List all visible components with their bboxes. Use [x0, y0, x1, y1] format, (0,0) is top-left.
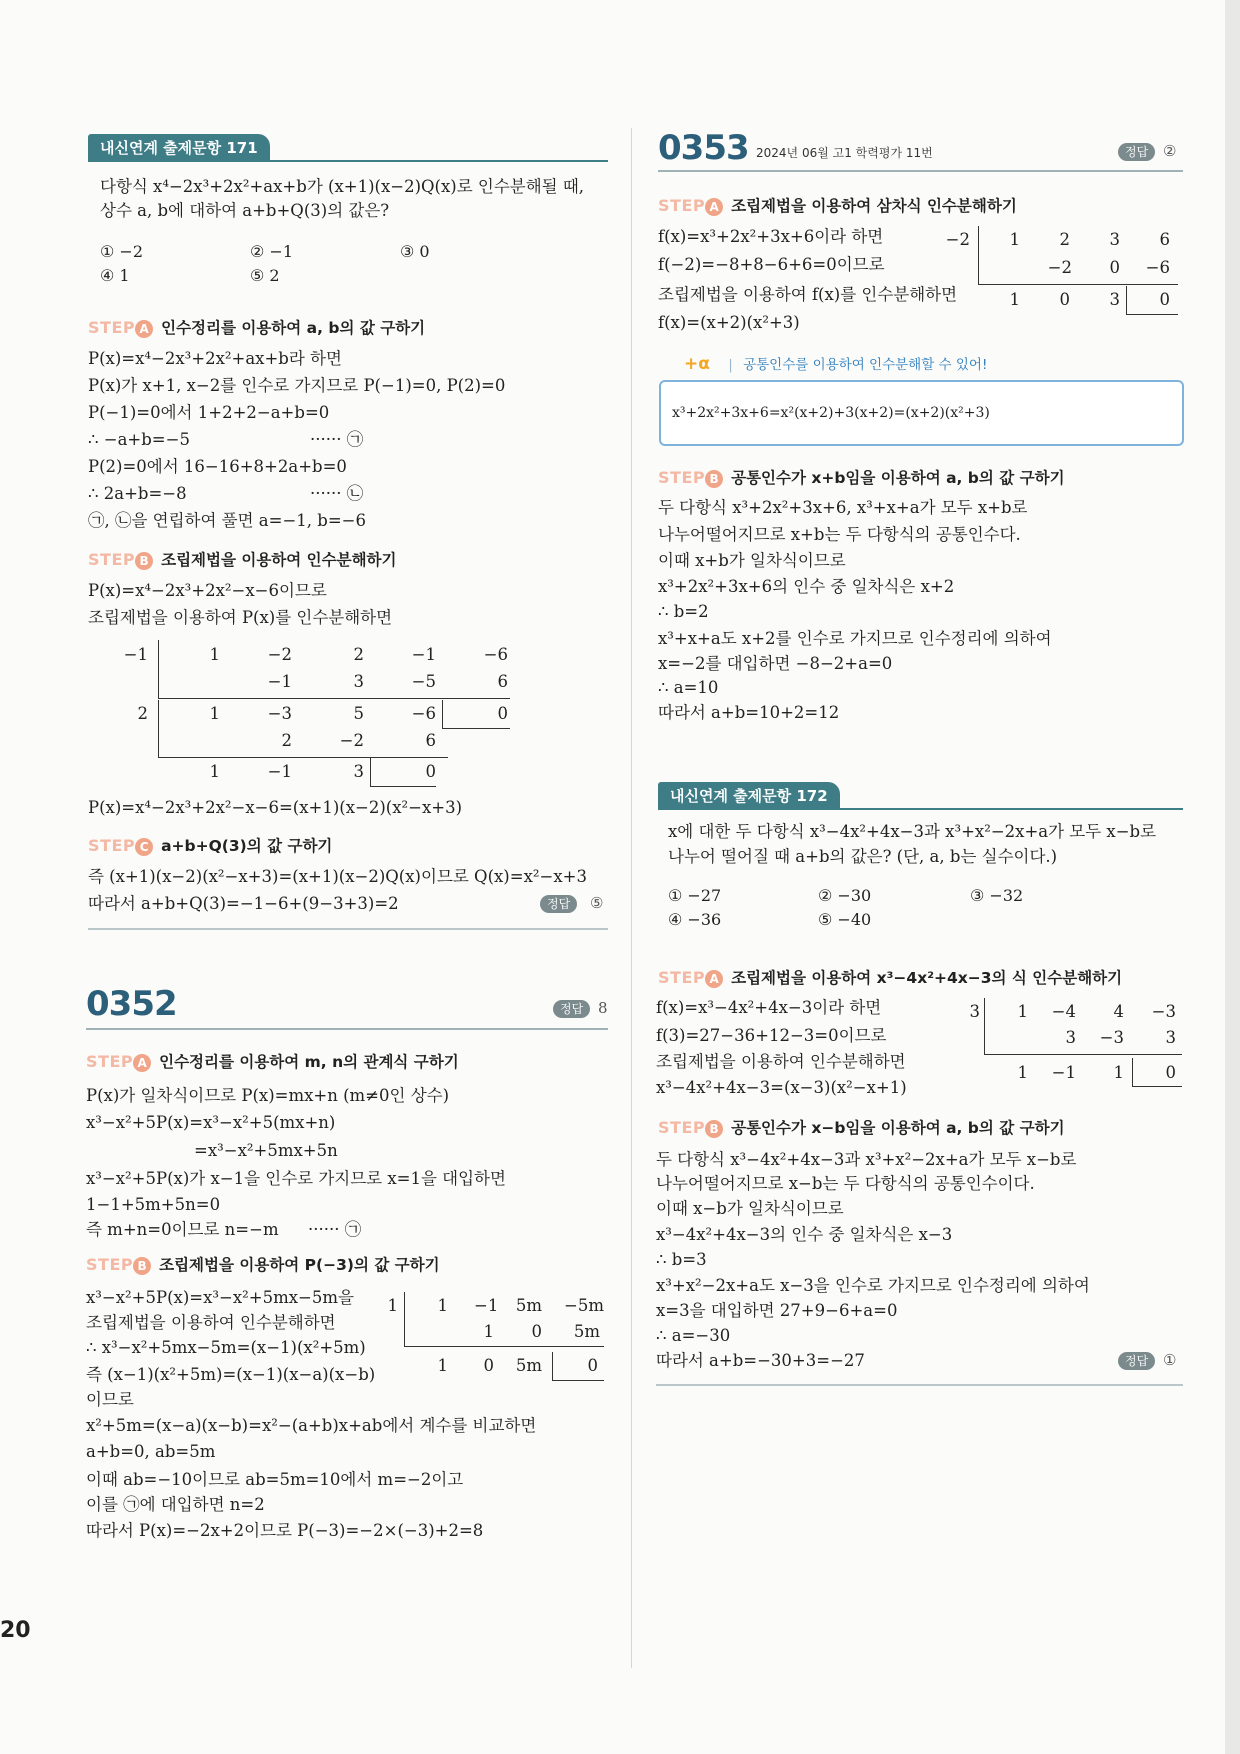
syn-cell: 1	[483, 1322, 494, 1341]
solution-line: 즉 (x+1)(x−2)(x²−x+3)=(x+1)(x−2)Q(x)이므로 Q(x)=x²−x+3	[88, 867, 587, 886]
step-title: 조립제법을 이용하여 P(−3)의 값 구하기	[159, 1256, 440, 1274]
answer-badge: 정답	[553, 1000, 590, 1018]
syn-cell: 0	[531, 1322, 542, 1341]
syn-cell: 0	[425, 762, 436, 781]
step-letter: A	[705, 198, 723, 216]
syn-cell: −1	[474, 1296, 499, 1315]
solution-line: 두 다항식 x³+2x²+3x+6, x³+x+a가 모두 x+b로	[658, 498, 1028, 517]
step-b-header	[86, 1253, 440, 1275]
solution-line: P(−1)=0에서 1+2+2−a+b=0	[88, 403, 330, 422]
column-divider	[631, 128, 632, 1668]
step-a-header	[86, 1050, 459, 1072]
solution-line: 즉 (x−1)(x²+5m)=(x−1)(x−a)(x−b)	[86, 1365, 376, 1384]
syn-cell: 3	[353, 672, 364, 691]
syn-hline	[404, 1346, 604, 1347]
step-label: STEP	[658, 196, 706, 215]
question-line: x에 대한 두 다항식 x³−4x²+4x−3과 x³+x²−2x+a가 모두 x−b로	[668, 822, 1157, 841]
solution-line: 이므로	[86, 1390, 134, 1409]
syn-cell: 1	[209, 762, 220, 781]
solution-line: f(x)=(x+2)(x²+3)	[658, 313, 800, 332]
solution-line: x³−x²+5P(x)=x³−x²+5mx−5m을	[86, 1288, 354, 1307]
equation-mark: ······ ㉠	[310, 430, 364, 449]
solution-line: f(x)=x³+2x²+3x+6이라 하면	[658, 227, 884, 246]
step-title: 인수정리를 이용하여 a, b의 값 구하기	[161, 319, 426, 337]
syn-vline	[552, 1352, 553, 1380]
solution-line: x³−x²+5P(x)=x³−x²+5(mx+n)	[86, 1113, 336, 1132]
solution-line: 조립제법을 이용하여 인수분해하면	[656, 1052, 906, 1071]
syn-cell: 6	[497, 672, 508, 691]
solution-line: ∴ −a+b=−5	[88, 430, 190, 449]
syn-cell: 1	[387, 1296, 398, 1315]
source-meta: 2024년 06월 고1 학력평가 11번	[756, 146, 933, 160]
tag-underline	[658, 808, 1183, 810]
step-a-header	[88, 316, 425, 338]
plus-alpha-icon: +α	[684, 354, 710, 374]
syn-cell: 3	[353, 762, 364, 781]
syn-cell: −6	[1145, 258, 1170, 277]
solution-line: 조립제법을 이용하여 인수분해하면	[86, 1313, 336, 1332]
solution-line: x³−x²+5P(x)가 x−1을 인수로 가지므로 x=1을 대입하면	[86, 1169, 506, 1188]
solution-line: P(x)=x⁴−2x³+2x²+ax+b라 하면	[88, 349, 342, 368]
solution-line: 두 다항식 x³−4x²+4x−3과 x³+x²−2x+a가 모두 x−b로	[656, 1150, 1077, 1169]
step-label: STEP	[658, 1118, 706, 1137]
syn-cell: 0	[1109, 258, 1120, 277]
solution-line: f(x)=x³−4x²+4x−3이라 하면	[656, 998, 882, 1017]
syn-cell: −2	[945, 230, 970, 249]
solution-line: 따라서 a+b+Q(3)=−1−6+(9−3+3)=2	[88, 894, 399, 913]
solution-line: x³−4x²+4x−3의 인수 중 일차식은 x−3	[656, 1225, 953, 1244]
solution-line: P(x)가 일차식이므로 P(x)=mx+n (m≠0인 상수)	[86, 1086, 450, 1105]
syn-hline	[984, 1054, 1182, 1055]
syn-cell: 1	[209, 645, 220, 664]
step-letter: B	[133, 1257, 151, 1275]
syn-cell: 3	[1165, 1028, 1176, 1047]
syn-cell: 1	[1017, 1002, 1028, 1021]
step-title: 공통인수가 x−b임을 이용하여 a, b의 값 구하기	[731, 1119, 1065, 1137]
syn-cell: −1	[267, 672, 292, 691]
step-a-header	[658, 194, 1017, 216]
syn-cell: 1	[437, 1356, 448, 1375]
solution-line: 이를 ㉠에 대입하면 n=2	[86, 1495, 265, 1514]
page-number: 20	[0, 1618, 31, 1643]
syn-cell: −2	[1047, 258, 1072, 277]
solution-line: x³−4x²+4x−3=(x−3)(x²−x+1)	[656, 1078, 907, 1097]
step-b-header	[658, 466, 1065, 488]
solution-line: 따라서 P(x)=−2x+2이므로 P(−3)=−2×(−3)+2=8	[86, 1521, 484, 1540]
syn-cell: −3	[1151, 1002, 1176, 1021]
syn-vline	[404, 1292, 405, 1346]
step-b-header	[658, 1116, 1065, 1138]
syn-vline	[984, 998, 985, 1054]
solution-line: ∴ b=3	[656, 1250, 707, 1269]
answer-badge: 정답	[540, 895, 577, 913]
syn-cell: 1	[1009, 230, 1020, 249]
syn-hline	[552, 1380, 604, 1381]
syn-cell: −2	[267, 645, 292, 664]
problem-172-tag: 내신연계 출제문항 172	[658, 782, 840, 810]
syn-hline	[158, 757, 448, 758]
solution-line: 즉 m+n=0이므로 n=−m	[86, 1220, 279, 1239]
solution-line: P(x)가 x+1, x−2를 인수로 가지므로 P(−1)=0, P(2)=0	[88, 376, 506, 395]
syn-vline	[1132, 1058, 1133, 1086]
step-letter: B	[135, 552, 153, 570]
syn-cell: −2	[339, 731, 364, 750]
solution-line: x³+2x²+3x+6의 인수 중 일차식은 x+2	[658, 577, 955, 596]
syn-cell: 0	[1059, 290, 1070, 309]
equation-mark: ······ ㉠	[308, 1220, 362, 1239]
header-underline	[86, 1028, 608, 1030]
choice: ③ −32	[970, 886, 1024, 905]
syn-cell: 1	[1113, 1063, 1124, 1082]
tip-header	[684, 353, 987, 374]
solution-line: x=−2를 대입하면 −8−2+a=0	[658, 654, 893, 673]
step-title: 조립제법을 이용하여 삼차식 인수분해하기	[731, 197, 1017, 215]
syn-cell: 0	[1159, 290, 1170, 309]
syn-hline	[1132, 1086, 1182, 1087]
solution-line: ∴ x³−x²+5mx−5m=(x−1)(x²+5m)	[86, 1338, 366, 1357]
syn-cell: −1	[1051, 1063, 1076, 1082]
solution-line: x³+x+a도 x+2를 인수로 가지므로 인수정리에 의하여	[658, 629, 1052, 648]
syn-cell: 5m	[573, 1322, 600, 1341]
syn-cell: 2	[137, 704, 148, 723]
solution-line: P(x)=x⁴−2x³+2x²−x−6=(x+1)(x−2)(x²−x+3)	[88, 798, 463, 817]
tag-underline	[88, 160, 608, 162]
solution-line: 따라서 a+b=10+2=12	[658, 703, 840, 722]
step-letter: C	[135, 838, 153, 856]
problem-number: 0353	[658, 128, 749, 168]
syn-cell: 5m	[515, 1356, 542, 1375]
syn-cell: 0	[497, 704, 508, 723]
choice: ③ 0	[400, 242, 430, 261]
step-title: 조립제법을 이용하여 인수분해하기	[161, 551, 397, 569]
step-letter: A	[705, 970, 723, 988]
syn-cell: 2	[1059, 230, 1070, 249]
syn-cell: −3	[267, 704, 292, 723]
answer-badge: 정답	[1118, 1352, 1155, 1370]
step-b-header	[88, 548, 396, 570]
syn-cell: 1	[437, 1296, 448, 1315]
answer-value: ①	[1163, 1351, 1177, 1369]
step-title: 조립제법을 이용하여 x³−4x²+4x−3의 식 인수분해하기	[731, 969, 1123, 987]
syn-vline	[158, 700, 159, 758]
choice: ② −1	[250, 242, 294, 261]
syn-vline	[158, 640, 159, 698]
syn-hline	[158, 698, 510, 699]
choice: ⑤ 2	[250, 266, 280, 285]
solution-line: 이때 x−b가 일차식이므로	[656, 1199, 844, 1218]
solution-line: f(−2)=−8+8−6+6=0이므로	[658, 255, 885, 274]
page-edge	[1225, 0, 1240, 1754]
solution-line: 1−1+5m+5n=0	[86, 1195, 221, 1214]
solution-line: x=3을 대입하면 27+9−6+a=0	[656, 1301, 898, 1320]
step-letter: A	[135, 320, 153, 338]
syn-cell: 0	[587, 1356, 598, 1375]
solution-line: x³+x²−2x+a도 x−3을 인수로 가지므로 인수정리에 의하여	[656, 1276, 1090, 1295]
syn-cell: 5m	[515, 1296, 542, 1315]
step-label: STEP	[88, 550, 136, 569]
solution-line: 나누어떨어지므로 x+b는 두 다항식의 공통인수다.	[658, 525, 1021, 544]
choice: ④ 1	[100, 266, 130, 285]
solution-line: 이때 ab=−10이므로 ab=5m=10에서 m=−2이고	[86, 1470, 464, 1489]
syn-cell: 2	[281, 731, 292, 750]
syn-cell: −6	[483, 645, 508, 664]
step-title: a+b+Q(3)의 값 구하기	[161, 837, 333, 855]
syn-cell: 4	[1113, 1002, 1124, 1021]
syn-cell: 6	[425, 731, 436, 750]
answer-value: ⑤	[590, 894, 604, 912]
syn-cell: −3	[1099, 1028, 1124, 1047]
step-letter: A	[133, 1054, 151, 1072]
answer-value: ②	[1163, 142, 1177, 160]
syn-cell: 1	[1017, 1063, 1028, 1082]
syn-vline	[978, 226, 979, 284]
syn-cell: −6	[411, 704, 436, 723]
step-title: 공통인수가 x+b임을 이용하여 a, b의 값 구하기	[731, 469, 1065, 487]
solution-line: 조립제법을 이용하여 P(x)를 인수분해하면	[88, 608, 393, 627]
tip-body: x³+2x²+3x+6=x²(x+2)+3(x+2)=(x+2)(x²+3)	[672, 405, 990, 421]
syn-cell: −1	[123, 645, 148, 664]
solution-line: =x³−x²+5mx+5n	[194, 1141, 338, 1160]
choice: ① −2	[100, 242, 144, 261]
step-label: STEP	[658, 468, 706, 487]
step-label: STEP	[88, 318, 136, 337]
solution-line: 조립제법을 이용하여 f(x)를 인수분해하면	[658, 285, 958, 304]
solution-line: 따라서 a+b=−30+3=−27	[656, 1351, 865, 1370]
solution-line: P(x)=x⁴−2x³+2x²−x−6이므로	[88, 581, 327, 600]
syn-hline	[1126, 314, 1178, 315]
solution-line: ∴ 2a+b=−8	[88, 484, 187, 503]
section-separator	[88, 928, 608, 930]
choice: ⑤ −40	[818, 910, 872, 929]
solution-line: 이때 x+b가 일차식이므로	[658, 551, 846, 570]
tip-title: 공통인수를 이용하여 인수분해할 수 있어!	[743, 357, 988, 373]
solution-line: ∴ a=−30	[656, 1326, 731, 1345]
step-label: STEP	[86, 1255, 134, 1274]
syn-cell: −5	[411, 672, 436, 691]
syn-hline	[442, 728, 510, 729]
syn-vline	[442, 700, 443, 728]
step-a-header	[658, 966, 1122, 988]
syn-cell: 1	[209, 704, 220, 723]
syn-hline	[370, 786, 436, 787]
syn-cell: −4	[1051, 1002, 1076, 1021]
question-line: 나누어 떨어질 때 a+b의 값은? (단, a, b는 실수이다.)	[668, 847, 1058, 866]
answer-badge: 정답	[1118, 143, 1155, 161]
syn-cell: 3	[1065, 1028, 1076, 1047]
solution-line: ∴ a=10	[658, 678, 719, 697]
header-underline	[658, 170, 1183, 172]
step-label: STEP	[86, 1052, 134, 1071]
solution-line: a+b=0, ab=5m	[86, 1442, 216, 1461]
problem-171-tag: 내신연계 출제문항 171	[88, 134, 270, 162]
step-label: STEP	[88, 836, 136, 855]
solution-line: f(3)=27−36+12−3=0이므로	[656, 1026, 887, 1045]
syn-cell: 1	[1009, 290, 1020, 309]
syn-cell: 3	[1109, 230, 1120, 249]
solution-line: ㉠, ㉡을 연립하여 풀면 a=−1, b=−6	[88, 511, 366, 530]
syn-cell: 5	[353, 704, 364, 723]
step-title: 인수정리를 이용하여 m, n의 관계식 구하기	[159, 1053, 459, 1071]
syn-vline	[370, 758, 371, 786]
choice: ① −27	[668, 886, 722, 905]
problem-number: 0352	[86, 984, 177, 1024]
syn-vline	[1126, 286, 1127, 314]
question-line: 다항식 x⁴−2x³+2x²+ax+b가 (x+1)(x−2)Q(x)로 인수분해될 때,	[100, 177, 585, 196]
step-c-header	[88, 834, 332, 856]
solution-line: P(2)=0에서 16−16+8+2a+b=0	[88, 457, 347, 476]
step-letter: B	[705, 1120, 723, 1138]
equation-mark: ······ ㉡	[310, 484, 364, 503]
step-letter: B	[705, 470, 723, 488]
choice: ④ −36	[668, 910, 722, 929]
syn-cell: 0	[1165, 1063, 1176, 1082]
section-separator	[656, 1384, 1183, 1386]
choice: ② −30	[818, 886, 872, 905]
tip-divider: |	[728, 357, 733, 373]
syn-cell: −5m	[564, 1296, 604, 1315]
syn-cell: 2	[353, 645, 364, 664]
syn-cell: 3	[1109, 290, 1120, 309]
syn-hline	[978, 284, 1178, 285]
syn-cell: −1	[411, 645, 436, 664]
solution-line: ∴ b=2	[658, 602, 709, 621]
syn-cell: −1	[267, 762, 292, 781]
answer-value: 8	[598, 999, 608, 1017]
step-label: STEP	[658, 968, 706, 987]
solution-line: x²+5m=(x−a)(x−b)=x²−(a+b)x+ab에서 계수를 비교하면	[86, 1416, 537, 1435]
syn-cell: 3	[969, 1002, 980, 1021]
solution-line: 나누어떨어지므로 x−b는 두 다항식의 공통인수이다.	[656, 1174, 1035, 1193]
syn-cell: 6	[1159, 230, 1170, 249]
question-line: 상수 a, b에 대하여 a+b+Q(3)의 값은?	[100, 201, 390, 220]
syn-cell: 0	[483, 1356, 494, 1375]
